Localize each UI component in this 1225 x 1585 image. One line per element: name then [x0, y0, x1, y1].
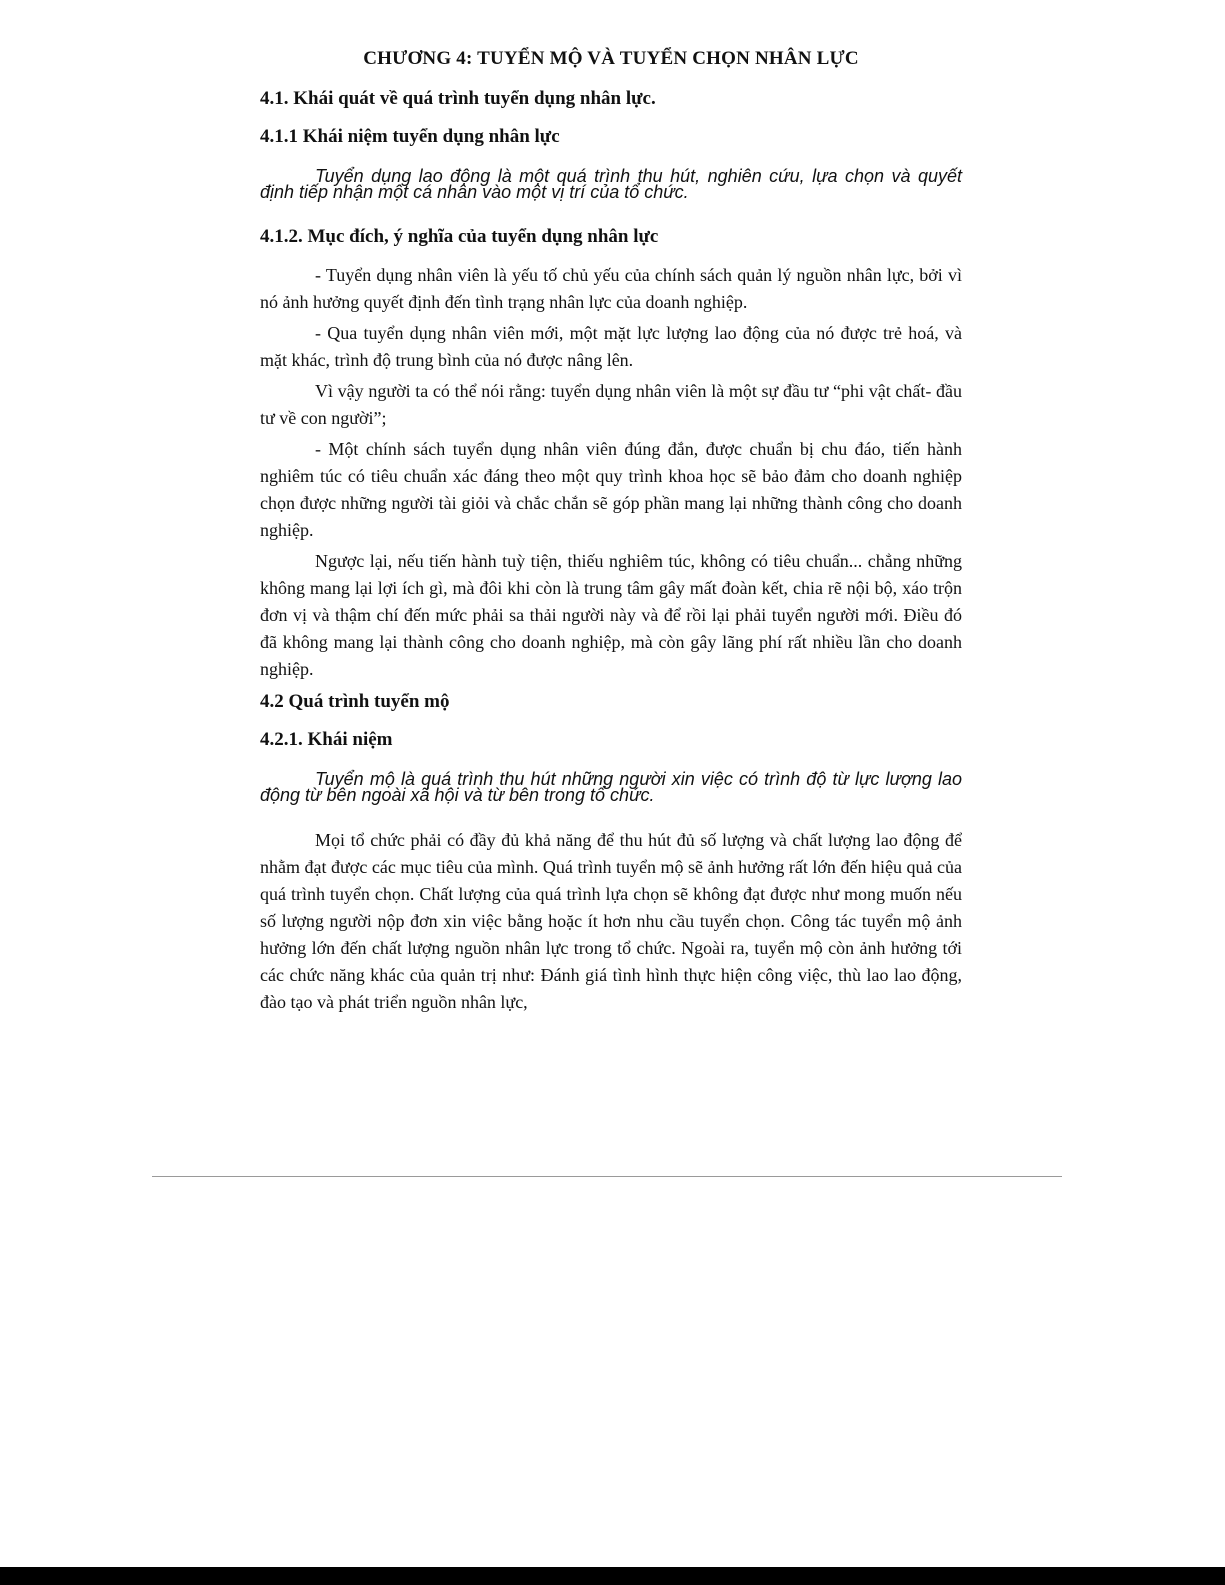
- paragraph: Ngược lại, nếu tiến hành tuỳ tiện, thiếu nghiêm túc, không có tiêu chuẩn... chẳng những không mang lại lợi ích gì, mà đôi khi còn là trung tâm gây mất đoàn kết, chia rẽ nội bộ, xáo trộn đơn vị và thậm chí đến mức phải sa thải người này và để rồi lại phải tuyển người mới. Điều đó đã không mang lại thành công cho doanh nghiệp, mà còn gây lãng phí rất nhiều lần cho doanh nghiệp.: [260, 551, 962, 679]
- section-4-1-2-heading: 4.1.2. Mục đích, ý nghĩa của tuyển dụng nhân lực: [260, 226, 659, 247]
- paragraph: - Qua tuyển dụng nhân viên mới, một mặt lực lượng lao động của nó được trẻ hoá, và mặt khác, trình độ trung bình của nó được nâng lên.: [260, 323, 962, 370]
- chapter-title: CHƯƠNG 4: TUYỂN MỘ VÀ TUYỂN CHỌN NHÂN LỰC: [363, 48, 859, 69]
- definition-tuyen-dung: Tuyển dụng lao động là một quá trình thu hút, nghiên cứu, lựa chọn và quyết định tiếp nhận một cá nhân vào một vị trí của tổ chức.: [260, 166, 962, 202]
- page-content: [260, 46, 962, 1020]
- paragraph: Mọi tổ chức phải có đầy đủ khả năng để thu hút đủ số lượng và chất lượng lao động để nhằm đạt được các mục tiêu của mình. Quá trình tuyển mộ sẽ ảnh hưởng rất lớn đến hiệu quả của quá trình tuyển chọn. Chất lượng của quá trình lựa chọn sẽ không đạt được như mong muốn nếu số lượng người nộp đơn xin việc bằng hoặc ít hơn nhu cầu tuyển chọn. Công tác tuyển mộ ảnh hưởng lớn đến chất lượng nguồn nhân lực trong tổ chức. Ngoài ra, tuyển mộ còn ảnh hưởng tới các chức năng khác của quản trị như: Đánh giá tình hình thực hiện công việc, thù lao lao động, đào tạo và phát triển nguồn nhân lực,: [260, 830, 962, 1012]
- page-bottom-divider: [152, 1176, 1062, 1177]
- paragraph: - Một chính sách tuyển dụng nhân viên đúng đắn, được chuẩn bị chu đáo, tiến hành nghiêm túc có tiêu chuẩn xác đáng theo một quy trình khoa học sẽ bảo đảm cho doanh nghiệp chọn được những người tài giỏi và chắc chắn sẽ góp phần mang lại những thành công cho doanh nghiệp.: [260, 439, 962, 540]
- section-4-1-1-heading: 4.1.1 Khái niệm tuyển dụng nhân lực: [260, 126, 560, 147]
- paragraph: Vì vậy người ta có thể nói rằng: tuyển dụng nhân viên là một sự đầu tư “phi vật chất- đầu tư về con người”;: [260, 381, 962, 428]
- section-4-2-1-heading: 4.2.1. Khái niệm: [260, 729, 393, 750]
- paragraph: - Tuyển dụng nhân viên là yếu tố chủ yếu của chính sách quản lý nguồn nhân lực, bởi vì nó ảnh hưởng quyết định đến tình trạng nhân lực của doanh nghiệp.: [260, 265, 962, 312]
- section-4-2-heading: 4.2 Quá trình tuyển mộ: [260, 691, 450, 712]
- bottom-bar: [0, 1567, 1225, 1585]
- section-4-1-heading: 4.1. Khái quát về quá trình tuyển dụng nhân lực.: [260, 88, 656, 109]
- definition-tuyen-mo: Tuyển mộ là quá trình thu hút những người xin việc có trình độ từ lực lượng lao động từ bên ngoài xã hội và từ bên trong tổ chức.: [260, 769, 962, 805]
